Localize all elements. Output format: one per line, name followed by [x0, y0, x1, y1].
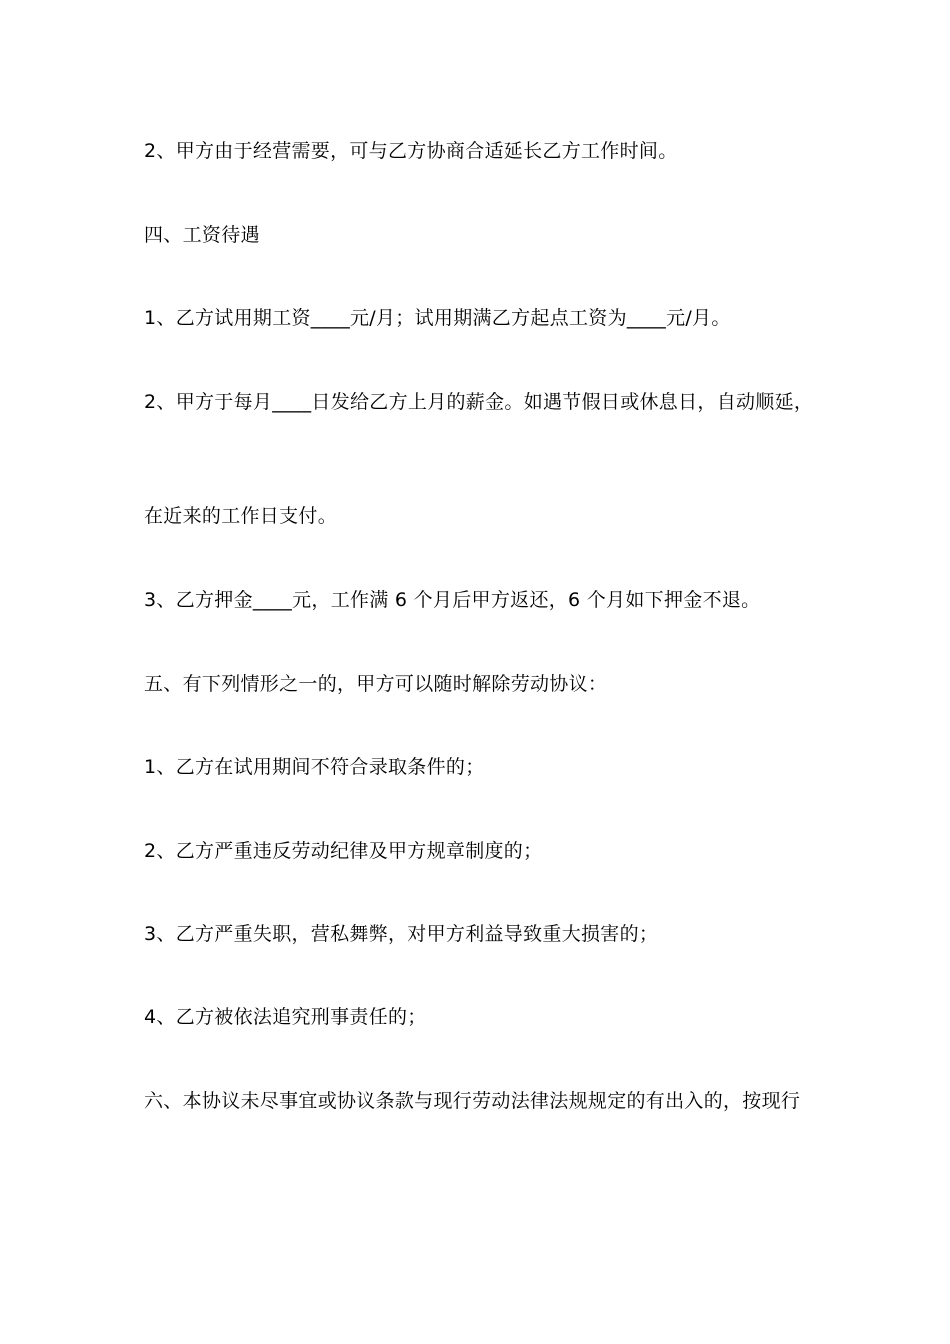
clause-termination-1: 1、乙方在试用期间不符合录取条件的； [144, 756, 485, 778]
clause-work-time-extension: 2、甲方由于经营需要，可与乙方协商合适延长乙方工作时间。 [144, 140, 678, 162]
clause-termination-2: 2、乙方严重违反劳动纪律及甲方规章制度的； [144, 840, 543, 862]
section-heading-termination: 五、有下列情形之一的，甲方可以随时解除劳动协议： [144, 673, 608, 695]
section-six-text: 六、本协议未尽事宜或协议条款与现行劳动法律法规规定的有出入的，按现行 [144, 1090, 801, 1112]
section-heading-salary: 四、工资待遇 [144, 224, 260, 246]
clause-deposit: 3、乙方押金____元，工作满 6 个月后甲方返还，6 个月如下押金不退。 [144, 589, 761, 611]
clause-payday: 2、甲方于每月____日发给乙方上月的薪金。如遇节假日或休息日，自动顺延， [144, 391, 814, 413]
clause-termination-4: 4、乙方被依法追究刑事责任的； [144, 1006, 427, 1028]
clause-termination-3: 3、乙方严重失职，营私舞弊，对甲方利益导致重大损害的； [144, 923, 659, 945]
clause-probation-salary: 1、乙方试用期工资____元/月；试用期满乙方起点工资为____元/月。 [144, 307, 731, 329]
clause-payday-continued: 在近来的工作日支付。 [144, 505, 338, 527]
